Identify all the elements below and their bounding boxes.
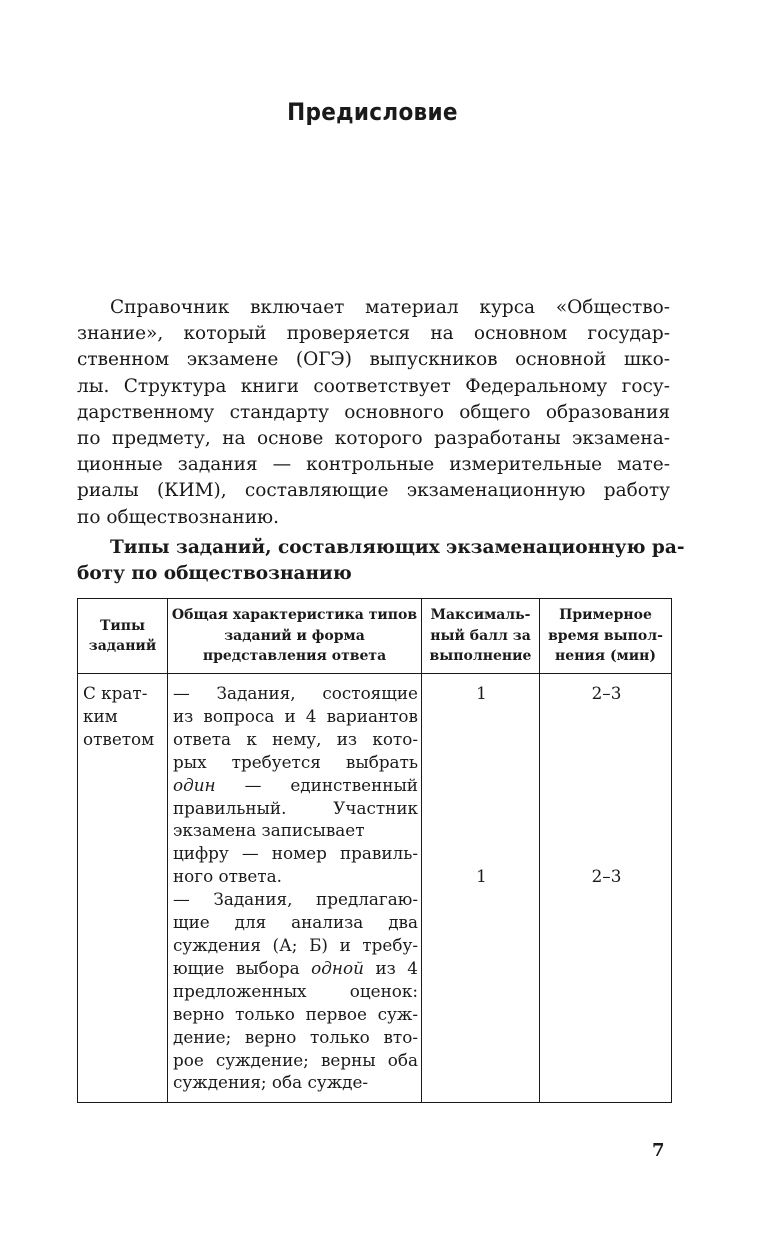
cell-line: ного ответа. bbox=[173, 866, 282, 887]
page-title: Предисловие bbox=[287, 98, 458, 126]
cell-line: суждения; оба сужде- bbox=[173, 1072, 369, 1093]
intro-line: Справочник включает материал курса «Общество- bbox=[110, 297, 670, 318]
header-line: Типы bbox=[99, 617, 146, 634]
cell-line: дение; верно только вто- bbox=[173, 1026, 418, 1047]
max-score-cell bbox=[422, 674, 540, 1103]
caption-line: боту по обществознанию bbox=[77, 563, 352, 584]
page-number: 7 bbox=[652, 1140, 665, 1161]
intro-line: по обществознанию. bbox=[77, 506, 280, 528]
cell-fragment: ющие выбора bbox=[173, 957, 300, 978]
header-line: нения (мин) bbox=[554, 648, 657, 665]
intro-line: ционные задания — контрольные измерительные мате- bbox=[77, 454, 670, 476]
cell-fragment: из 4 bbox=[375, 957, 418, 978]
header-task-types bbox=[78, 599, 168, 674]
cell-line: верно только первое суж- bbox=[173, 1003, 418, 1024]
cell-line: ответа к нему, из кото- bbox=[173, 728, 418, 749]
header-line: представления ответа bbox=[202, 648, 387, 665]
cell-line: рое суждение; верны оба bbox=[173, 1049, 418, 1070]
cell-line: ответом bbox=[83, 728, 155, 749]
cell-line: рых требуется выбрать bbox=[173, 751, 418, 772]
header-description bbox=[168, 599, 422, 674]
header-line: выполнение bbox=[429, 648, 532, 665]
header-max-score bbox=[422, 599, 540, 674]
header-time bbox=[540, 599, 672, 674]
cell-line: цифру — номер правиль- bbox=[173, 843, 418, 864]
task-types-table bbox=[77, 598, 672, 1103]
intro-line: по предмету, на основе которого разработаны экзамена- bbox=[77, 428, 670, 450]
time-value: 2–3 bbox=[591, 683, 622, 703]
caption-line: Типы заданий, составляющих экзаменационную ра- bbox=[110, 537, 685, 558]
cell-line: — Задания, состоящие bbox=[173, 683, 418, 703]
cell-line: суждения (А; Б) и требу- bbox=[173, 934, 418, 955]
score-value: 1 bbox=[476, 865, 487, 886]
table-header-row bbox=[78, 599, 672, 674]
intro-line: лы. Структура книги соответствует Федеральному госу- bbox=[77, 375, 670, 397]
header-line: время выпол- bbox=[548, 627, 663, 644]
header-line: Общая характеристика bbox=[171, 607, 364, 624]
header-line: заданий bbox=[88, 638, 157, 654]
task-type-cell bbox=[78, 674, 168, 1103]
intro-line: ственном экзамене (ОГЭ) выпускников основной шко- bbox=[77, 349, 670, 371]
header-line: Примерное bbox=[559, 607, 652, 624]
cell-line bbox=[173, 957, 418, 980]
cell-line: предложенных оценок: bbox=[173, 980, 418, 1001]
cell-line: правильный. Участник bbox=[173, 797, 418, 818]
score-value: 1 bbox=[476, 683, 487, 703]
cell-line: из вопроса и 4 вариантов bbox=[173, 705, 418, 726]
cell-fragment: — единственный bbox=[244, 774, 418, 795]
time-value: 2–3 bbox=[591, 865, 622, 886]
header-line: Максималь- bbox=[430, 607, 531, 624]
table-row bbox=[78, 674, 672, 1103]
header-line: типов заданий и форма bbox=[224, 607, 418, 644]
emphasis-word: один bbox=[173, 774, 216, 795]
cell-line: экзамена записывает bbox=[173, 820, 365, 841]
intro-line: риалы (КИМ), составляющие экзаменационную работу bbox=[77, 480, 670, 502]
emphasis-word: одной bbox=[311, 957, 364, 978]
table-caption bbox=[77, 535, 685, 587]
intro-paragraph bbox=[77, 295, 670, 531]
cell-line: ким bbox=[83, 705, 118, 726]
header-line: ный балл за bbox=[430, 627, 531, 644]
cell-line: С крат- bbox=[83, 683, 148, 703]
cell-line bbox=[173, 774, 418, 797]
time-cell bbox=[540, 674, 672, 1103]
intro-line: знание», который проверяется на основном государ- bbox=[77, 323, 670, 345]
intro-line: дарственному стандарту основного общего образования bbox=[77, 401, 670, 423]
cell-line: — Задания, предлагаю- bbox=[173, 889, 418, 910]
task-description-cell bbox=[168, 674, 422, 1103]
cell-line: щие для анализа два bbox=[173, 912, 418, 933]
